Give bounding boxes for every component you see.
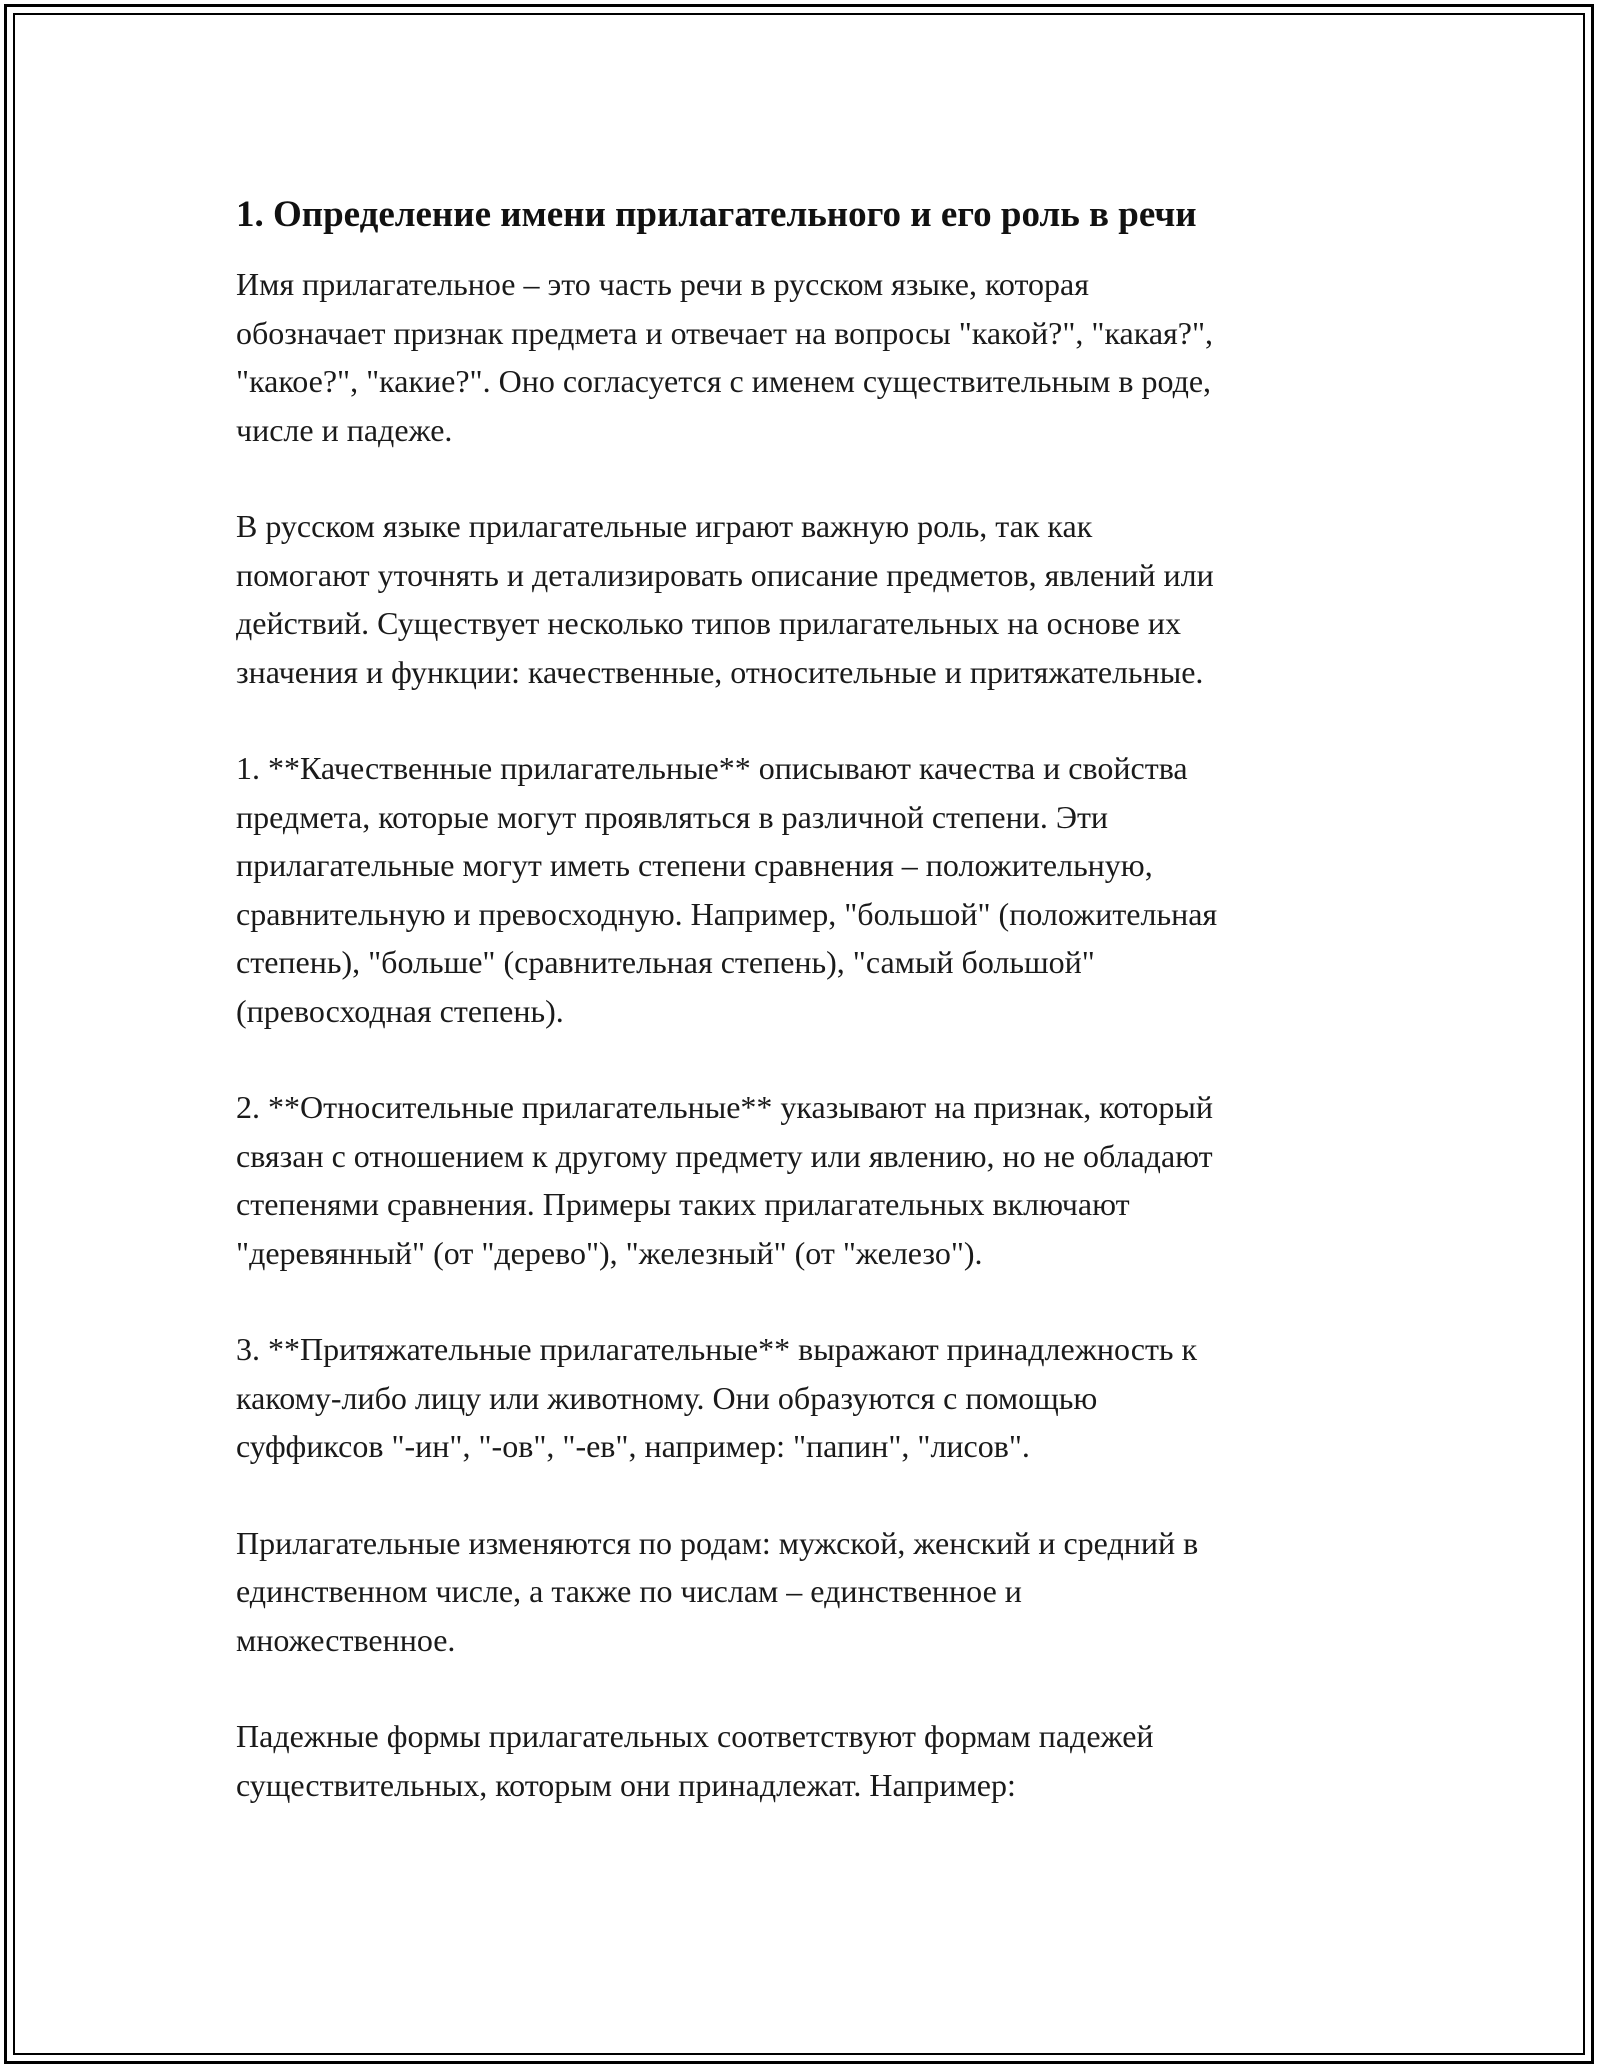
paragraph-role: В русском языке прилагательные играют важную роль, так как помогают уточнять и детализировать описание предметов, явлений или действий. Существует несколько типов прилагательных на основе их значения и функции: качественные, относительные и притяжательные. bbox=[236, 508, 1214, 690]
paragraph-gender-number: Прилагательные изменяются по родам: мужской, женский и средний в единственном числе, а также по числам – единственное и множественное. bbox=[236, 1524, 1199, 1658]
paragraph-possessive: 3. **Притяжательные прилагательные** выражают принадлежность к какому-либо лицу или животному. Они образуются с помощью суффиксов "-ин", "-ов", "-ев", например: "папин", "лисов". bbox=[236, 1331, 1198, 1464]
paragraph-relative: 2. **Относительные прилагательные** указывают на признак, который связан с отношением к другому предмету или явлению, но не обладают степенями сравнения. Примеры таких прилагательных включают "деревянный" (от "дерево"), "железный" (от "железо"). bbox=[236, 1089, 1213, 1271]
paragraph-cases: Падежные формы прилагательных соответствуют формам падежей существительных, которым они принадлежат. Например: bbox=[236, 1718, 1154, 1803]
document-body bbox=[236, 188, 1376, 1857]
document-title: 1. Определение имени прилагательного и его роль в речи bbox=[236, 194, 1197, 235]
paragraph-qualitative: 1. **Качественные прилагательные** описывают качества и свойства предмета, которые могут проявляться в различной степени. Эти прилагательные могут иметь степени сравнения – положительную, сравнительную и превосходную. Например, "большой" (положительная степень), "больше" (сравнительная степень), "самый большой" (превосходная степень). bbox=[236, 750, 1218, 1029]
paragraph-definition: Имя прилагательное – это часть речи в русском языке, которая обозначает признак предмета и отвечает на вопросы "какой?", "какая?", "какое?", "какие?". Оно согласуется с именем существительным в роде, числе и падеже. bbox=[236, 266, 1213, 448]
